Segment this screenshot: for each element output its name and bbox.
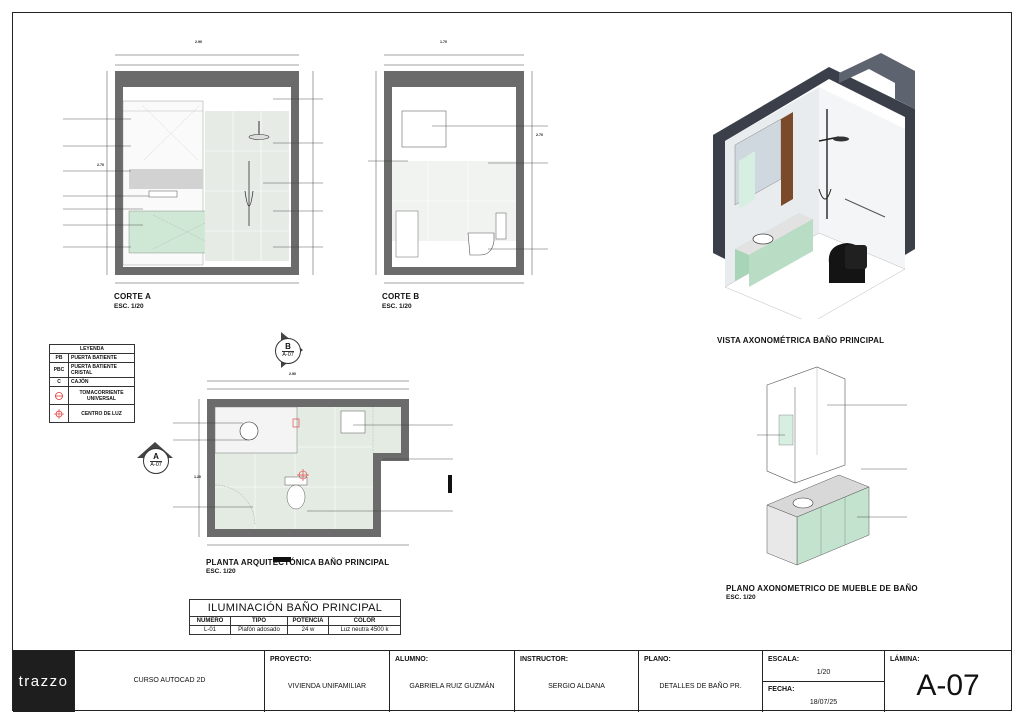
plan-cell	[639, 651, 763, 712]
course-cell	[75, 651, 265, 712]
legend-title: LEYENDA	[50, 345, 134, 354]
legend-code: PBC	[50, 363, 69, 377]
drawing-sheet	[12, 12, 1012, 711]
section-marker-b-sheet: A-07	[282, 352, 294, 358]
corte-b-scale: ESC. 1/20	[382, 303, 412, 310]
corte-a-total-dim: 2.90	[195, 40, 202, 44]
instructor-value: SERGIO ALDANA	[548, 683, 605, 690]
legend-desc: CAJÓN	[71, 379, 89, 385]
section-marker-a-letter: A	[153, 452, 159, 461]
lighting-table-row	[190, 626, 400, 634]
plan-value: DETALLES DE BAÑO PR.	[659, 683, 742, 690]
lighting-col-header: NÚMERO	[190, 617, 231, 625]
legend-table	[49, 344, 135, 423]
scale-date-cell	[763, 651, 885, 712]
lighting-col-header: COLOR	[353, 618, 376, 624]
lighting-col-header: TIPO	[231, 617, 288, 625]
mueble-scale: ESC. 1/20	[726, 594, 756, 601]
lighting-table-header-row	[190, 617, 400, 626]
instructor-cell	[515, 651, 639, 712]
corte-a-height-dim: 2.70	[97, 163, 104, 167]
scale-label: ESCALA:	[768, 656, 800, 663]
corte-a-title: CORTE A	[114, 292, 152, 301]
lighting-table	[189, 599, 401, 635]
light-center-icon	[50, 405, 69, 422]
corte-a-scale: ESC. 1/20	[114, 303, 144, 310]
legend-desc: CENTRO DE LUZ	[81, 410, 122, 417]
legend-row	[50, 405, 134, 422]
date-label: FECHA:	[768, 686, 795, 693]
vista-axo-title: VISTA AXONOMÉTRICA BAÑO PRINCIPAL	[717, 336, 885, 345]
student-value: GABRIELA RUIZ GUZMÁN	[409, 683, 495, 690]
lighting-cell: Plafón adosado	[231, 626, 288, 634]
student-cell	[390, 651, 515, 712]
date-box	[763, 681, 884, 712]
legend-desc: PUERTA BATIENTE CRISTAL	[71, 364, 118, 376]
legend-desc: TOMACORRIENTE UNIVERSAL	[79, 389, 124, 402]
corte-b-total-dim: 1.70	[440, 40, 447, 44]
mueble-title: PLANO AXONOMETRICO DE MUEBLE DE BAÑO	[726, 584, 918, 593]
scale-box	[763, 651, 884, 682]
legend-code: C	[50, 378, 69, 386]
sheet-label: LÁMINA:	[890, 656, 920, 663]
planta-drawing	[173, 365, 473, 565]
outlet-icon	[50, 387, 69, 404]
section-marker-b-letter: B	[285, 342, 291, 351]
course-value: CURSO AUTOCAD 2D	[133, 677, 206, 684]
project-cell	[265, 651, 390, 712]
section-marker-b	[273, 330, 313, 370]
planta-scale: ESC. 1/20	[206, 568, 236, 575]
title-block	[13, 650, 1011, 712]
vanity-axonometric-drawing	[757, 365, 907, 575]
project-label: PROYECTO:	[270, 656, 312, 663]
lighting-col-header: POTENCIA	[288, 617, 329, 625]
legend-row	[50, 378, 134, 387]
lighting-cell: Luz neutra 4500 k	[340, 627, 389, 633]
scale-value: 1/20	[816, 669, 831, 676]
sheet-number: A-07	[916, 669, 980, 702]
corte-a-drawing	[23, 41, 323, 291]
legend-row	[50, 387, 134, 405]
lighting-table-title: ILUMINACIÓN BAÑO PRINCIPAL	[190, 600, 400, 617]
lighting-cell: 24 w	[288, 626, 329, 634]
planta-total-dim: 2.90	[289, 372, 296, 376]
student-label: ALUMNO:	[395, 656, 429, 663]
legend-row	[50, 363, 134, 378]
trazzo-logo	[13, 651, 75, 712]
legend-desc: PUERTA BATIENTE	[71, 355, 118, 361]
corte-b-height-dim: 2.70	[536, 133, 543, 137]
legend-code: PB	[50, 354, 69, 362]
corte-b-drawing	[368, 41, 598, 291]
lighting-cell: L-01	[190, 626, 231, 634]
planta-left-dim: 1.20	[194, 475, 201, 479]
instructor-label: INSTRUCTOR:	[520, 656, 569, 663]
section-marker-a	[135, 438, 175, 478]
corte-b-title: CORTE B	[382, 292, 420, 301]
plan-label: PLANO:	[644, 656, 671, 663]
section-marker-a-sheet: A-07	[150, 462, 162, 468]
planta-title: PLANTA ARQUITECTÓNICA BAÑO PRINCIPAL	[206, 558, 390, 567]
bathroom-axonometric-render	[709, 49, 923, 319]
sheet-cell	[885, 651, 1011, 712]
legend-row	[50, 354, 134, 363]
project-value: VIVIENDA UNIFAMILIAR	[287, 683, 367, 690]
logo-text: trazzo	[18, 673, 69, 690]
date-value: 18/07/25	[809, 699, 838, 706]
